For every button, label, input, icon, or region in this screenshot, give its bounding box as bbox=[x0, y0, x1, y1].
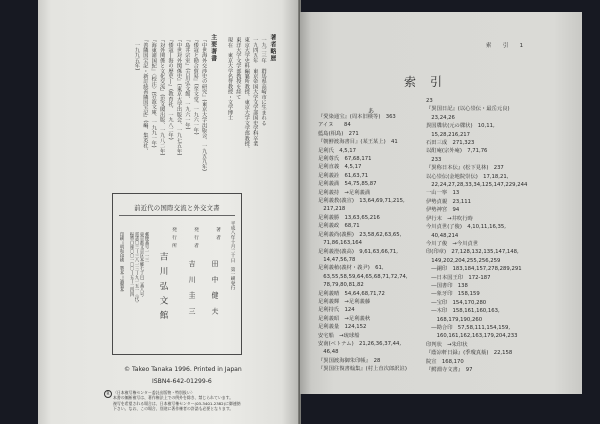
major-work-line: 『島井宗室』(吉川弘文館、一九六一年) bbox=[184, 37, 191, 130]
index-entry: 院宣 168,170 bbox=[426, 358, 464, 365]
index-entry: ―日本国王印 172-187 bbox=[426, 274, 491, 281]
index-entry: 伊行末 →井吹行時 bbox=[426, 215, 473, 222]
author-name: 田中健夫 bbox=[210, 260, 218, 324]
index-entry: ―勘合印 57,58,111,154,159, bbox=[426, 324, 511, 331]
index-entry: ―宝印 154,170,280 bbox=[426, 299, 487, 306]
index-entry: 14,47,56,78 bbox=[318, 256, 356, 263]
biography-lines bbox=[226, 34, 268, 184]
index-entry: 足利義政 68,71 bbox=[318, 223, 360, 230]
major-work-line: 『倭寇―海の歴史―』(教育社、一九八二年) bbox=[167, 37, 174, 140]
index-entry: 異国牒状(元の牒状) 10,11, bbox=[426, 123, 495, 130]
index-entry: 伊勢神宮 94 bbox=[426, 207, 460, 214]
biography-line: 東洋大学文学部教授を経て bbox=[235, 37, 242, 100]
major-work-line: 一九九五年) bbox=[133, 37, 140, 71]
index-entry: ―木印 158,161,160,163, bbox=[426, 308, 500, 315]
index-entry: 23,24,26 bbox=[426, 114, 455, 121]
index-entry: 安南(ベトナム) 21,26,36,37,44, bbox=[318, 340, 402, 347]
major-work-line: 『対外関係と文化交流』(思文閣出版、一九八二年) bbox=[159, 37, 166, 156]
address-line: 郵便番号一一三 bbox=[144, 232, 149, 263]
major-work-line: 『倭寇と勘合貿易』(至文堂、一九六一年) bbox=[192, 37, 199, 135]
index-entry: 今川了俊 →今川貞世 bbox=[426, 240, 479, 247]
index-entry: 22,24,27,28,33,34,125,147,229,244 bbox=[426, 182, 528, 189]
author-label: 著者 bbox=[215, 227, 220, 243]
publisher-name: 吉川弘文館 bbox=[158, 252, 168, 325]
index-entry: 71,86,163,164 bbox=[318, 240, 363, 247]
issuer-label: 発行者 bbox=[193, 227, 198, 251]
index-entry: 168,179,190,260 bbox=[426, 316, 483, 323]
index-entry: ―国書印 138 bbox=[426, 282, 468, 289]
index-entry: 『蔭凉軒日録』(季瓊真蘂) 22,158 bbox=[426, 350, 513, 357]
index-entry: 『異国日記』(以心崇伝・最岳元良) bbox=[426, 106, 510, 113]
index-entry: アイヌ 84 bbox=[318, 122, 351, 129]
index-entry: 伊勢貞親 23,111 bbox=[426, 198, 472, 205]
running-head: 索 引 1 bbox=[486, 43, 526, 49]
major-works-heading: 主要著書 bbox=[209, 34, 217, 62]
index-entry: 印(印章) 27,128,132,135,147,148, bbox=[426, 249, 519, 256]
index-entry: 今川貞世(了俊) 4,10,11,16,35, bbox=[426, 224, 506, 231]
biography-line: 東京大学史料編纂所教授、東京大学文学部教授、 bbox=[243, 37, 250, 152]
index-column-1 bbox=[318, 113, 422, 377]
biography-line: 一九四五年 東京帝国大学文学部国史学科卒業 bbox=[252, 37, 259, 147]
index-entry: 石田三成 271,323 bbox=[426, 140, 475, 147]
copyright-line: © Takeo Tanaka 1996. Printed in Japan bbox=[124, 366, 242, 373]
biography-line: 現在 東京大学名誉教授・文学博士 bbox=[226, 37, 233, 121]
index-entry: 足利持氏 124 bbox=[318, 307, 355, 314]
isbn: ISBN4-642-01299-6 bbox=[152, 378, 212, 385]
index-column-2 bbox=[426, 97, 530, 377]
index-entry: 足利氏 4,5,17 bbox=[318, 147, 357, 154]
index-entry: 藍島(相島) 271 bbox=[318, 130, 359, 137]
copy-notice-line: 本書の無断複写は、著作権法上での例外を除き、禁じられています。 bbox=[113, 395, 234, 401]
index-entry: 足利義澄(義高) 9,61,63,66,71, bbox=[318, 248, 398, 255]
index-entry: 23 bbox=[426, 98, 433, 104]
index-entry: 46,48 bbox=[318, 349, 339, 356]
index-entry: 足利義満 54,75,85,87 bbox=[318, 181, 377, 188]
index-entry: 足利義教(義宣) 13,64,69,71,215, bbox=[318, 198, 405, 205]
book-title: 前近代の国際交流と外交文書 bbox=[134, 205, 220, 212]
address-line: 振替口座〇〇一〇〇―五―二四四 bbox=[129, 232, 134, 297]
index-entry: 足利義詮 61,63,71 bbox=[318, 172, 369, 179]
index-entry: 足利直義 4,5,17 bbox=[318, 164, 362, 171]
index-entry: 以心崇伝(金地院崇伝) 17,18,21, bbox=[426, 173, 509, 180]
copy-notice-line: 〈日本複写権センター委託出版物・特別扱い〉 bbox=[113, 390, 195, 395]
index-entry: 『鰐淵寺文書』 97 bbox=[426, 367, 473, 373]
index-entry: 足利義量 124,152 bbox=[318, 324, 367, 331]
major-works-lines bbox=[133, 34, 209, 184]
index-entry: 足利義昭 →足利義秋 bbox=[318, 315, 371, 322]
index-entry: 足利義晴 54,64,68,71,72 bbox=[318, 290, 385, 297]
copy-notice-lines bbox=[113, 390, 283, 412]
index-entry: 63,55,58,59,64,65,68,71,72,74, bbox=[318, 273, 408, 280]
publisher-address bbox=[127, 232, 149, 344]
biography-heading: 著者略歴 bbox=[269, 34, 276, 62]
copy-notice bbox=[104, 390, 284, 420]
index-entry: 『異国往復書翰集』(村上直次郎訳註) bbox=[318, 366, 407, 373]
index-entry: 40,48,214 bbox=[426, 232, 459, 239]
index-entry: 足利義尚(義熙) 23,58,62,63,65, bbox=[318, 231, 402, 238]
major-work-line: 『中世対外関係史』(東京大学出版会、一九七五年) bbox=[175, 37, 182, 156]
index-entry: 『異称日本伝』(松下見林) 237 bbox=[426, 165, 504, 172]
index-title: 索引 bbox=[404, 75, 457, 89]
right-page bbox=[300, 12, 582, 394]
index-entry: 印判状 →朱印状 bbox=[426, 341, 468, 348]
issuer-name: 吉川圭三 bbox=[187, 260, 195, 324]
publisher-label: 発行所 bbox=[171, 227, 176, 251]
copy-notice-line: 下さい。なお、この場合、別途に著作権者の許諾も必要となります。 bbox=[113, 406, 234, 412]
colophon-box bbox=[112, 193, 242, 355]
index-entry: 以酊庵(宗外庵) 7,71,76 bbox=[426, 148, 488, 155]
index-entry: 足利義稙(義材・義尹) 61, bbox=[318, 265, 384, 272]
registered-mark-icon: R bbox=[104, 390, 112, 398]
printing-credit: 印刷＝明和印刷 製本＝誠製本 bbox=[119, 232, 124, 293]
index-entry: 足利尊氏 67,68,171 bbox=[318, 156, 372, 163]
index-entry: 足利義持 →足利義満 bbox=[318, 189, 371, 196]
index-entry: 160,161,162,163,179,204,233 bbox=[426, 333, 518, 340]
index-entry: ―象牙印 158,159 bbox=[426, 291, 480, 298]
index-entry: 217,218 bbox=[318, 206, 346, 213]
colophon-divider bbox=[119, 215, 235, 216]
biography-line: 一九二三年 群馬県高崎市に生まれる bbox=[260, 37, 267, 126]
index-entry: 78,79,80,81,82 bbox=[318, 282, 364, 289]
left-page bbox=[38, 0, 300, 424]
index-entry: 安宅船 →琉球船 bbox=[318, 332, 360, 339]
index-entry: 233 bbox=[426, 156, 442, 163]
publication-date: 平成八年十月二十日 第一刷発行 bbox=[230, 221, 235, 290]
index-entry: 15,28,216,217 bbox=[426, 131, 471, 138]
index-section-kana: あ bbox=[368, 108, 375, 115]
author-biography-section bbox=[110, 34, 276, 184]
major-work-line: 『中世海外交渉史の研究』(東京大学出版会、一九五九年) bbox=[201, 37, 208, 172]
index-entry: 一山一寧 13 bbox=[426, 190, 460, 197]
address-line: 電話〇三―三八一三―九一五一〈代〉 bbox=[134, 232, 139, 306]
index-entry: ―銅印 183,184,157,278,289,291 bbox=[426, 266, 522, 273]
major-work-line: 『海東諸国紀』〈校注〉(岩波文庫、一九九一年) bbox=[150, 37, 157, 148]
index-entry: 149,202,204,255,256,259 bbox=[426, 257, 501, 264]
address-line: 東京都文京区本郷七丁目二番八号 bbox=[139, 232, 144, 297]
index-entry: 『異国渡海御朱印帳』 28 bbox=[318, 357, 381, 364]
copy-notice-line: 複写を希望される場合は、日本複写権センター(03-3401-2382)に御連絡 bbox=[113, 400, 241, 406]
index-entry: 『朝鮮渡海書目』(某王某上) 41 bbox=[318, 139, 398, 146]
index-entry: 足利義輝 →足利義藤 bbox=[318, 298, 371, 305]
index-entry: 足利義勝 13,63,65,216 bbox=[318, 214, 380, 221]
major-work-line: 『善隣国宝記・新訂続善隣国宝記』(編、集英社、 bbox=[142, 37, 149, 154]
index-entry: 『愛染通宝』(周本旧検等) 363 bbox=[318, 114, 396, 120]
